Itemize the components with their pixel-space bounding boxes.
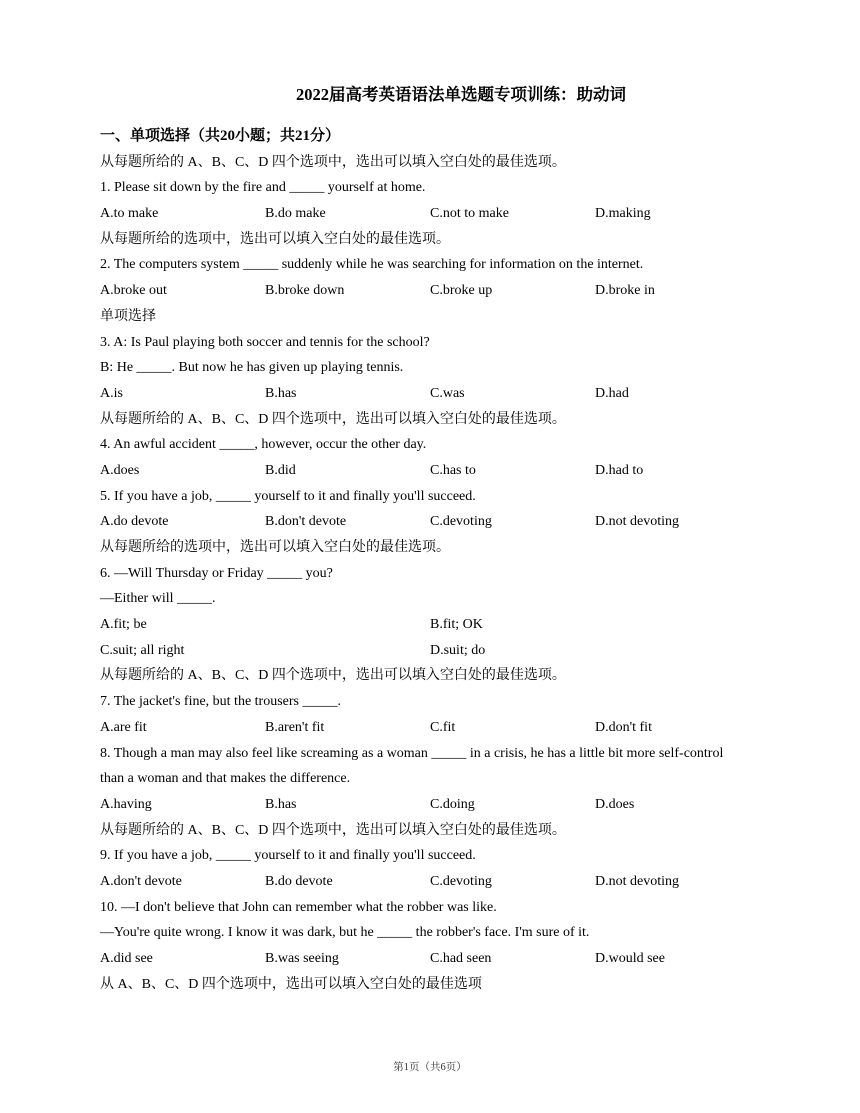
instruction-text: 单项选择	[100, 308, 156, 324]
question-text: 5. If you have a job, _____ yourself to it and finally you'll succeed.	[100, 488, 476, 504]
instruction-text: 从每题所给的选项中，选出可以填入空白处的最佳选项。	[100, 231, 450, 247]
answer-option: D.had to	[595, 462, 644, 478]
option-row	[100, 278, 780, 304]
question-text: 2. The computers system _____ suddenly while he was searching for information on the internet.	[100, 257, 644, 273]
instruction-text: 从 A、B、C、D 四个选项中，选出可以填入空白处的最佳选项	[100, 976, 482, 992]
answer-option: D.not devoting	[595, 873, 679, 889]
answer-option: D.had	[595, 385, 629, 401]
answer-option: D.making	[595, 206, 651, 222]
answer-option: C.broke up	[430, 283, 493, 299]
option-row	[100, 715, 780, 741]
answer-option: A.don't devote	[100, 873, 182, 889]
instruction-text: 从每题所给的 A、B、C、D 四个选项中，选出可以填入空白处的最佳选项。	[100, 411, 566, 427]
answer-option: A.fit; be	[100, 617, 147, 633]
answer-option: D.does	[595, 796, 635, 812]
option-row	[100, 792, 780, 818]
question-text: 7. The jacket's fine, but the trousers _____.	[100, 694, 341, 710]
answer-option: C.doing	[430, 796, 475, 812]
instruction-text: 从每题所给的选项中，选出可以填入空白处的最佳选项。	[100, 540, 450, 555]
answer-option: D.suit; do	[430, 642, 486, 658]
answer-option: A.is	[100, 385, 123, 401]
page-footer: 第1页（共6页）	[393, 1062, 467, 1073]
option-row	[100, 458, 780, 484]
instruction-text: 从每题所给的 A、B、C、D 四个选项中，选出可以填入空白处的最佳选项。	[100, 668, 566, 684]
answer-option: A.did see	[100, 951, 153, 966]
answer-option: D.not devoting	[595, 514, 679, 530]
answer-option: C.not to make	[430, 206, 509, 222]
page-title: 2022届高考英语语法单选题专项训练：助动词	[296, 85, 626, 104]
answer-option: C.fit	[430, 719, 456, 735]
question-text: 3. A: Is Paul playing both soccer and tennis for the school?	[100, 334, 430, 350]
question-text: 1. Please sit down by the fire and _____ yourself at home.	[100, 180, 426, 196]
question-text: than a woman and that makes the difference.	[100, 771, 351, 787]
question-text: 9. If you have a job, _____ yourself to it and finally you'll succeed.	[100, 848, 476, 864]
answer-option: D.would see	[595, 951, 665, 966]
answer-option: B.fit; OK	[430, 617, 483, 633]
answer-option: B.was seeing	[265, 951, 339, 966]
instruction-text: 从每题所给的 A、B、C、D 四个选项中，选出可以填入空白处的最佳选项。	[100, 154, 566, 170]
answer-option: A.do devote	[100, 514, 169, 530]
option-row	[100, 869, 780, 895]
question-text: 4. An awful accident _____, however, occur the other day.	[100, 437, 427, 453]
answer-option: A.are fit	[100, 719, 147, 735]
question-text: B: He _____. But now he has given up playing tennis.	[100, 360, 404, 376]
answer-option: B.do make	[265, 206, 326, 222]
answer-option: A.having	[100, 796, 152, 812]
option-row	[100, 381, 780, 407]
answer-option: C.has to	[430, 462, 476, 478]
answer-option: B.broke down	[265, 283, 345, 299]
section-heading: 一、单项选择（共20小题；共21分）	[100, 128, 341, 144]
answer-option: D.broke in	[595, 283, 655, 299]
question-list	[100, 124, 780, 997]
answer-option: C.was	[430, 385, 465, 401]
answer-option: C.had seen	[430, 951, 492, 966]
question-text: 6. —Will Thursday or Friday _____ you?	[100, 565, 333, 581]
question-text: 10. —I don't believe that John can remember what the robber was like.	[100, 899, 497, 915]
option-row	[100, 509, 780, 535]
answer-option: C.devoting	[430, 514, 492, 530]
answer-option: B.has	[265, 385, 297, 401]
lines-container	[100, 150, 780, 998]
answer-option: A.to make	[100, 206, 159, 222]
answer-option: B.aren't fit	[265, 719, 325, 735]
question-text: 8. Though a man may also feel like screaming as a woman _____ in a crisis, he has a little bit more self-control	[100, 745, 724, 761]
instruction-text: 从每题所给的 A、B、C、D 四个选项中，选出可以填入空白处的最佳选项。	[100, 822, 566, 838]
answer-option: A.does	[100, 462, 140, 478]
answer-option: B.has	[265, 796, 297, 812]
option-row	[100, 201, 780, 227]
option-row	[100, 638, 780, 664]
answer-option: C.devoting	[430, 873, 492, 889]
option-row	[100, 946, 780, 972]
option-row	[100, 612, 780, 638]
answer-option: D.don't fit	[595, 719, 652, 735]
answer-option: A.broke out	[100, 283, 167, 299]
answer-option: B.don't devote	[265, 514, 347, 530]
question-text: —You're quite wrong. I know it was dark, but he _____ the robber's face. I'm sure of it.	[100, 925, 590, 941]
answer-option: B.do devote	[265, 873, 333, 889]
answer-option: B.did	[265, 462, 296, 478]
question-text: —Either will _____.	[100, 591, 216, 607]
answer-option: C.suit; all right	[100, 642, 185, 658]
